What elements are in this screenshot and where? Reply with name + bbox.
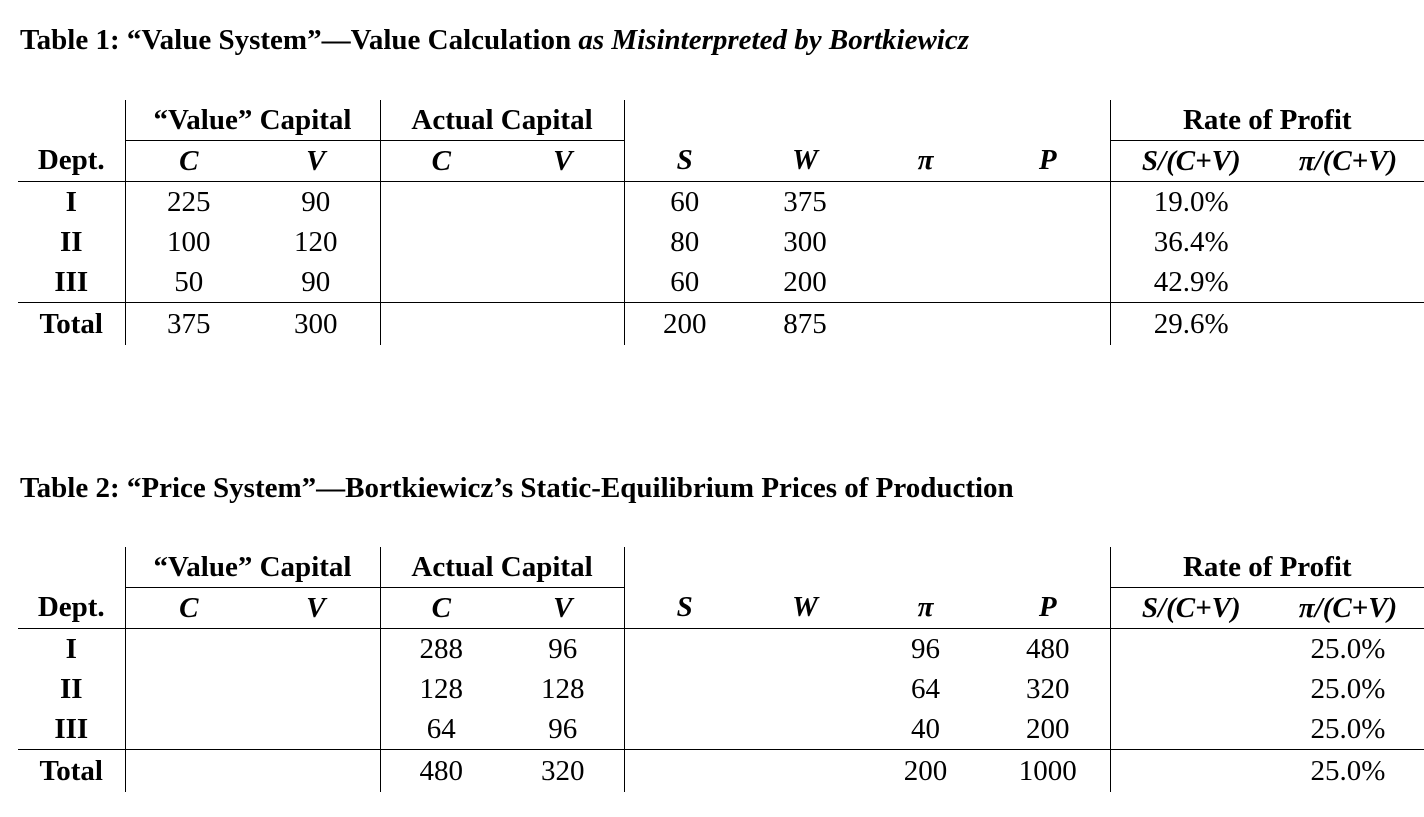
table-cell [252, 750, 380, 793]
table-cell: 42.9% [1110, 262, 1272, 303]
col-header: π [865, 588, 986, 629]
table-cell: 25.0% [1272, 709, 1424, 750]
table-cell [1110, 709, 1272, 750]
col-header-dept: Dept. [18, 141, 125, 182]
table-cell [1110, 669, 1272, 709]
table-cell [1110, 750, 1272, 793]
table-cell [865, 303, 986, 346]
table-row-total [18, 303, 1424, 346]
col-header: π/(C+V) [1272, 588, 1424, 629]
table-row [18, 222, 1424, 262]
table-cell: 36.4% [1110, 222, 1272, 262]
col-header: V [252, 588, 380, 629]
table-cell: 225 [125, 182, 252, 223]
table-cell [624, 709, 745, 750]
table-cell: 288 [380, 629, 502, 670]
table-cell [125, 750, 252, 793]
table-cell: II [59, 672, 83, 705]
table-cell: 90 [252, 262, 380, 303]
col-header: V [502, 588, 624, 629]
table-cell: 320 [541, 754, 585, 787]
col-header: S/(C+V) [1110, 141, 1272, 182]
col-header: P [986, 588, 1110, 629]
col-header: S/(C+V) [1110, 588, 1272, 629]
table-cell [125, 669, 252, 709]
table-cell [18, 100, 125, 141]
table-cell [380, 222, 502, 262]
table-cell: 128 [541, 672, 585, 705]
table-cell [502, 182, 624, 223]
table-cell [380, 303, 502, 346]
table-cell: 320 [1026, 672, 1070, 705]
table-cell [1272, 222, 1424, 262]
actual-capital-header: Actual Capital [380, 547, 624, 588]
table-cell: 128 [380, 669, 502, 709]
table-cell: 40 [865, 709, 986, 750]
table-cell: III [18, 262, 125, 303]
table-cell: III [18, 709, 125, 750]
col-header: W [745, 141, 865, 182]
table-cell [252, 629, 380, 670]
table-cell [624, 629, 745, 670]
table-cell [986, 262, 1110, 303]
table-cell [380, 262, 502, 303]
table-cell: 120 [294, 225, 338, 258]
table-cell: 90 [301, 185, 331, 218]
table-cell [252, 709, 380, 750]
table-row [18, 629, 1424, 670]
table-cell [745, 669, 865, 709]
col-header: C [125, 588, 252, 629]
table-cell: 25.0% [1310, 672, 1386, 705]
table-cell: 300 [783, 225, 827, 258]
col-header: C [380, 588, 502, 629]
table1-title: Table 1: “Value System”—Value Calculation as Misinterpreted by Bortkiewicz [20, 24, 970, 56]
rate-of-profit-header: Rate of Profit [1110, 547, 1424, 588]
table-cell [502, 262, 624, 303]
table-row [18, 709, 1424, 750]
value-capital-header: “Value” Capital [125, 547, 380, 588]
table-cell: 375 [125, 303, 252, 346]
table2 [18, 547, 1424, 792]
table-cell: 96 [911, 632, 940, 665]
table-cell: 200 [903, 754, 948, 787]
col-header: π [865, 141, 986, 182]
table-cell [865, 222, 986, 262]
col-header-dept: Dept. [18, 588, 125, 629]
table-cell: 100 [125, 222, 252, 262]
table-cell [865, 182, 986, 223]
table-cell: 200 [986, 709, 1110, 750]
table-cell [986, 182, 1110, 223]
table-cell [1272, 262, 1424, 303]
table-cell: 200 [745, 262, 865, 303]
table-cell [624, 669, 745, 709]
table-cell: Total [39, 307, 103, 340]
table-cell [624, 100, 1110, 141]
table-row [18, 182, 1424, 223]
table-cell [125, 709, 252, 750]
table-cell [745, 629, 865, 670]
table-cell [865, 262, 986, 303]
table-cell: 96 [502, 709, 624, 750]
col-header: V [252, 141, 380, 182]
table-cell: II [59, 225, 83, 258]
table-cell [745, 709, 865, 750]
table-cell: 80 [624, 222, 745, 262]
table-cell: 375 [783, 185, 827, 218]
table-cell: 480 [380, 750, 502, 793]
table-cell [502, 222, 624, 262]
value-capital-header: “Value” Capital [125, 100, 380, 141]
col-header: π/(C+V) [1272, 141, 1424, 182]
table-cell: 64 [911, 672, 940, 705]
table-cell [624, 547, 1110, 588]
table-cell [252, 669, 380, 709]
col-header: V [502, 141, 624, 182]
rate-of-profit-header: Rate of Profit [1110, 100, 1424, 141]
table-cell: 50 [125, 262, 252, 303]
table-cell [1272, 303, 1424, 346]
table-cell: 29.6% [1110, 303, 1272, 346]
table-cell: 64 [380, 709, 502, 750]
table-cell: 1000 [1018, 754, 1077, 787]
col-header: P [986, 141, 1110, 182]
table-cell: Total [39, 754, 103, 787]
table-row [18, 669, 1424, 709]
table-cell: 480 [1026, 632, 1070, 665]
col-header: S [624, 141, 745, 182]
table-cell: 96 [548, 632, 578, 665]
table-cell [18, 547, 125, 588]
table-cell: I [65, 185, 77, 218]
col-header: W [745, 588, 865, 629]
table-cell: 875 [783, 307, 827, 340]
table-cell [1110, 629, 1272, 670]
table-cell [125, 629, 252, 670]
table-cell [745, 750, 865, 793]
table-cell: I [65, 632, 77, 665]
table-cell [624, 750, 745, 793]
table-cell: 60 [624, 262, 745, 303]
table-cell [502, 303, 624, 346]
table-cell: 25.0% [1310, 754, 1386, 787]
table-cell: 300 [294, 307, 338, 340]
table-row [18, 262, 1424, 303]
table-cell [986, 303, 1110, 346]
actual-capital-header: Actual Capital [380, 100, 624, 141]
table-cell: 25.0% [1310, 632, 1386, 665]
col-header: C [125, 141, 252, 182]
table-cell: 19.0% [1110, 182, 1272, 223]
table-cell: 200 [624, 303, 745, 346]
table1 [18, 100, 1424, 345]
table-cell: 60 [624, 182, 745, 223]
table-row-total [18, 750, 1424, 793]
table2-title: Table 2: “Price System”—Bortkiewicz’s Static-Equilibrium Prices of Production [20, 472, 1014, 504]
col-header: C [380, 141, 502, 182]
table-cell [380, 182, 502, 223]
table-cell [1272, 182, 1424, 223]
col-header: S [624, 588, 745, 629]
table-cell [986, 222, 1110, 262]
